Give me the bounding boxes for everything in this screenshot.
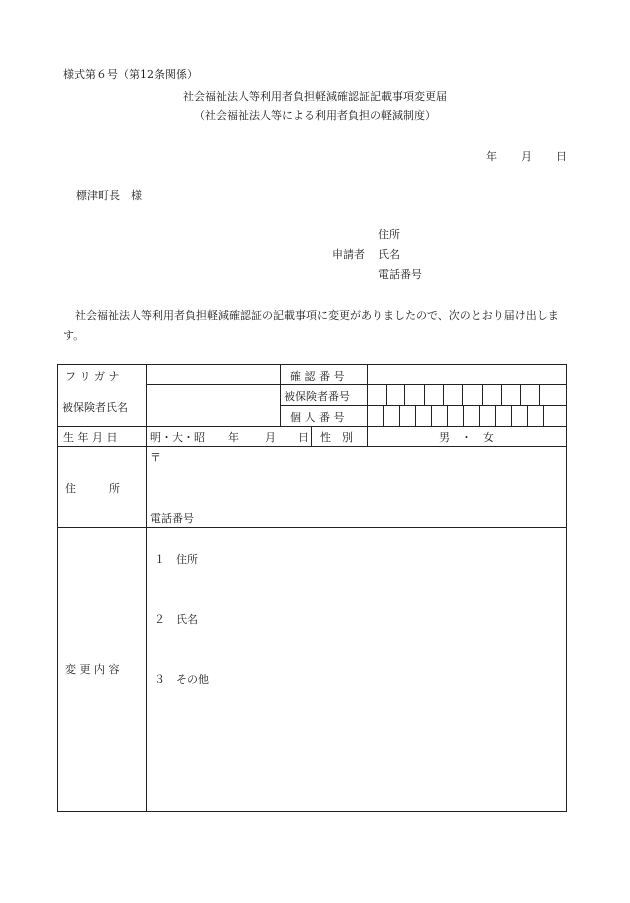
row-divider-4	[58, 446, 567, 447]
date-month-label: 月	[521, 150, 532, 163]
form-number: 様式第６号（第12条関係）	[63, 68, 198, 81]
gender-value-divider	[367, 426, 368, 446]
personal-no-box[interactable]	[479, 405, 480, 426]
furigana-label: フ リ ガ ナ	[65, 370, 120, 383]
insured-no-box[interactable]	[386, 384, 387, 405]
insured-no-box[interactable]	[520, 384, 521, 405]
insured-no-box[interactable]	[501, 384, 502, 405]
upper-mid-divider	[280, 365, 281, 426]
date-year-label: 年	[486, 150, 497, 163]
confirmation-no-input[interactable]	[370, 367, 564, 382]
row-divider-3	[58, 426, 567, 427]
insured-no-box[interactable]	[462, 384, 463, 405]
change-item-other: ３ その他	[154, 673, 209, 686]
birthdate-gender-divider	[311, 426, 312, 446]
address-label: 住 所	[65, 482, 120, 495]
furigana-divider	[146, 384, 280, 385]
applicant-label: 申請者	[332, 248, 365, 261]
insured-no-box[interactable]	[482, 384, 483, 405]
personal-no-box[interactable]	[463, 405, 464, 426]
applicant-phone-label: 電話番号	[378, 268, 422, 281]
date-day-label: 日	[556, 150, 567, 163]
change-details-input[interactable]	[150, 531, 560, 807]
addressee: 標津町長 様	[76, 189, 142, 202]
personal-no-box[interactable]	[447, 405, 448, 426]
personal-no-box[interactable]	[527, 405, 528, 426]
birthdate-label: 生 年 月 日	[63, 431, 118, 444]
insured-no-box[interactable]	[424, 384, 425, 405]
confirmation-no-label: 確 認 番 号	[290, 370, 345, 383]
document-subtitle: （社会福祉法人等による利用者負担の軽減制度）	[194, 109, 436, 122]
insured-no-box[interactable]	[443, 384, 444, 405]
personal-no-box[interactable]	[415, 405, 416, 426]
birth-year-label: 年	[228, 431, 239, 444]
insured-no-box[interactable]	[404, 384, 405, 405]
era-options[interactable]: 明・大・昭	[150, 431, 205, 444]
insured-no-box[interactable]	[539, 384, 540, 405]
document-title: 社会福祉法人等利用者負担軽減確認証記載事項変更届	[183, 90, 447, 103]
address-input[interactable]	[150, 464, 560, 504]
birth-month-label: 月	[265, 431, 276, 444]
personal-no-box[interactable]	[543, 405, 544, 426]
birth-day-label: 日	[298, 431, 309, 444]
furigana-input[interactable]	[150, 367, 276, 382]
insured-name-input[interactable]	[150, 388, 276, 423]
personal-no-box[interactable]	[495, 405, 496, 426]
notice-paragraph: 社会福祉法人等利用者負担軽減確認証の記載事項に変更がありましたので、次のとおり届け出します。	[63, 309, 559, 342]
change-item-name: ２ 氏名	[154, 613, 198, 626]
change-item-address: １ 住所	[154, 553, 198, 566]
row-divider-5	[58, 527, 567, 528]
personal-no-box[interactable]	[383, 405, 384, 426]
personal-no-label: 個 人 番 号	[290, 411, 345, 424]
personal-no-box[interactable]	[399, 405, 400, 426]
change-details-label: 変 更 内 容	[65, 663, 120, 676]
personal-no-box[interactable]	[511, 405, 512, 426]
insured-no-label: 被保険者番号	[284, 390, 350, 403]
change-notification-form	[57, 364, 567, 812]
label-column-divider	[146, 365, 147, 812]
gender-options[interactable]: 男 ・ 女	[439, 431, 494, 444]
postal-code-mark: 〒	[150, 451, 161, 464]
phone-label: 電話番号	[150, 512, 194, 525]
personal-no-box[interactable]	[431, 405, 432, 426]
row-divider-2	[280, 405, 567, 406]
applicant-address-label: 住所	[378, 228, 400, 241]
applicant-name-label: 氏名	[378, 248, 400, 261]
gender-label: 性 別	[320, 431, 353, 444]
insured-name-label: 被保険者氏名	[62, 401, 128, 414]
upper-value-divider	[367, 365, 368, 426]
